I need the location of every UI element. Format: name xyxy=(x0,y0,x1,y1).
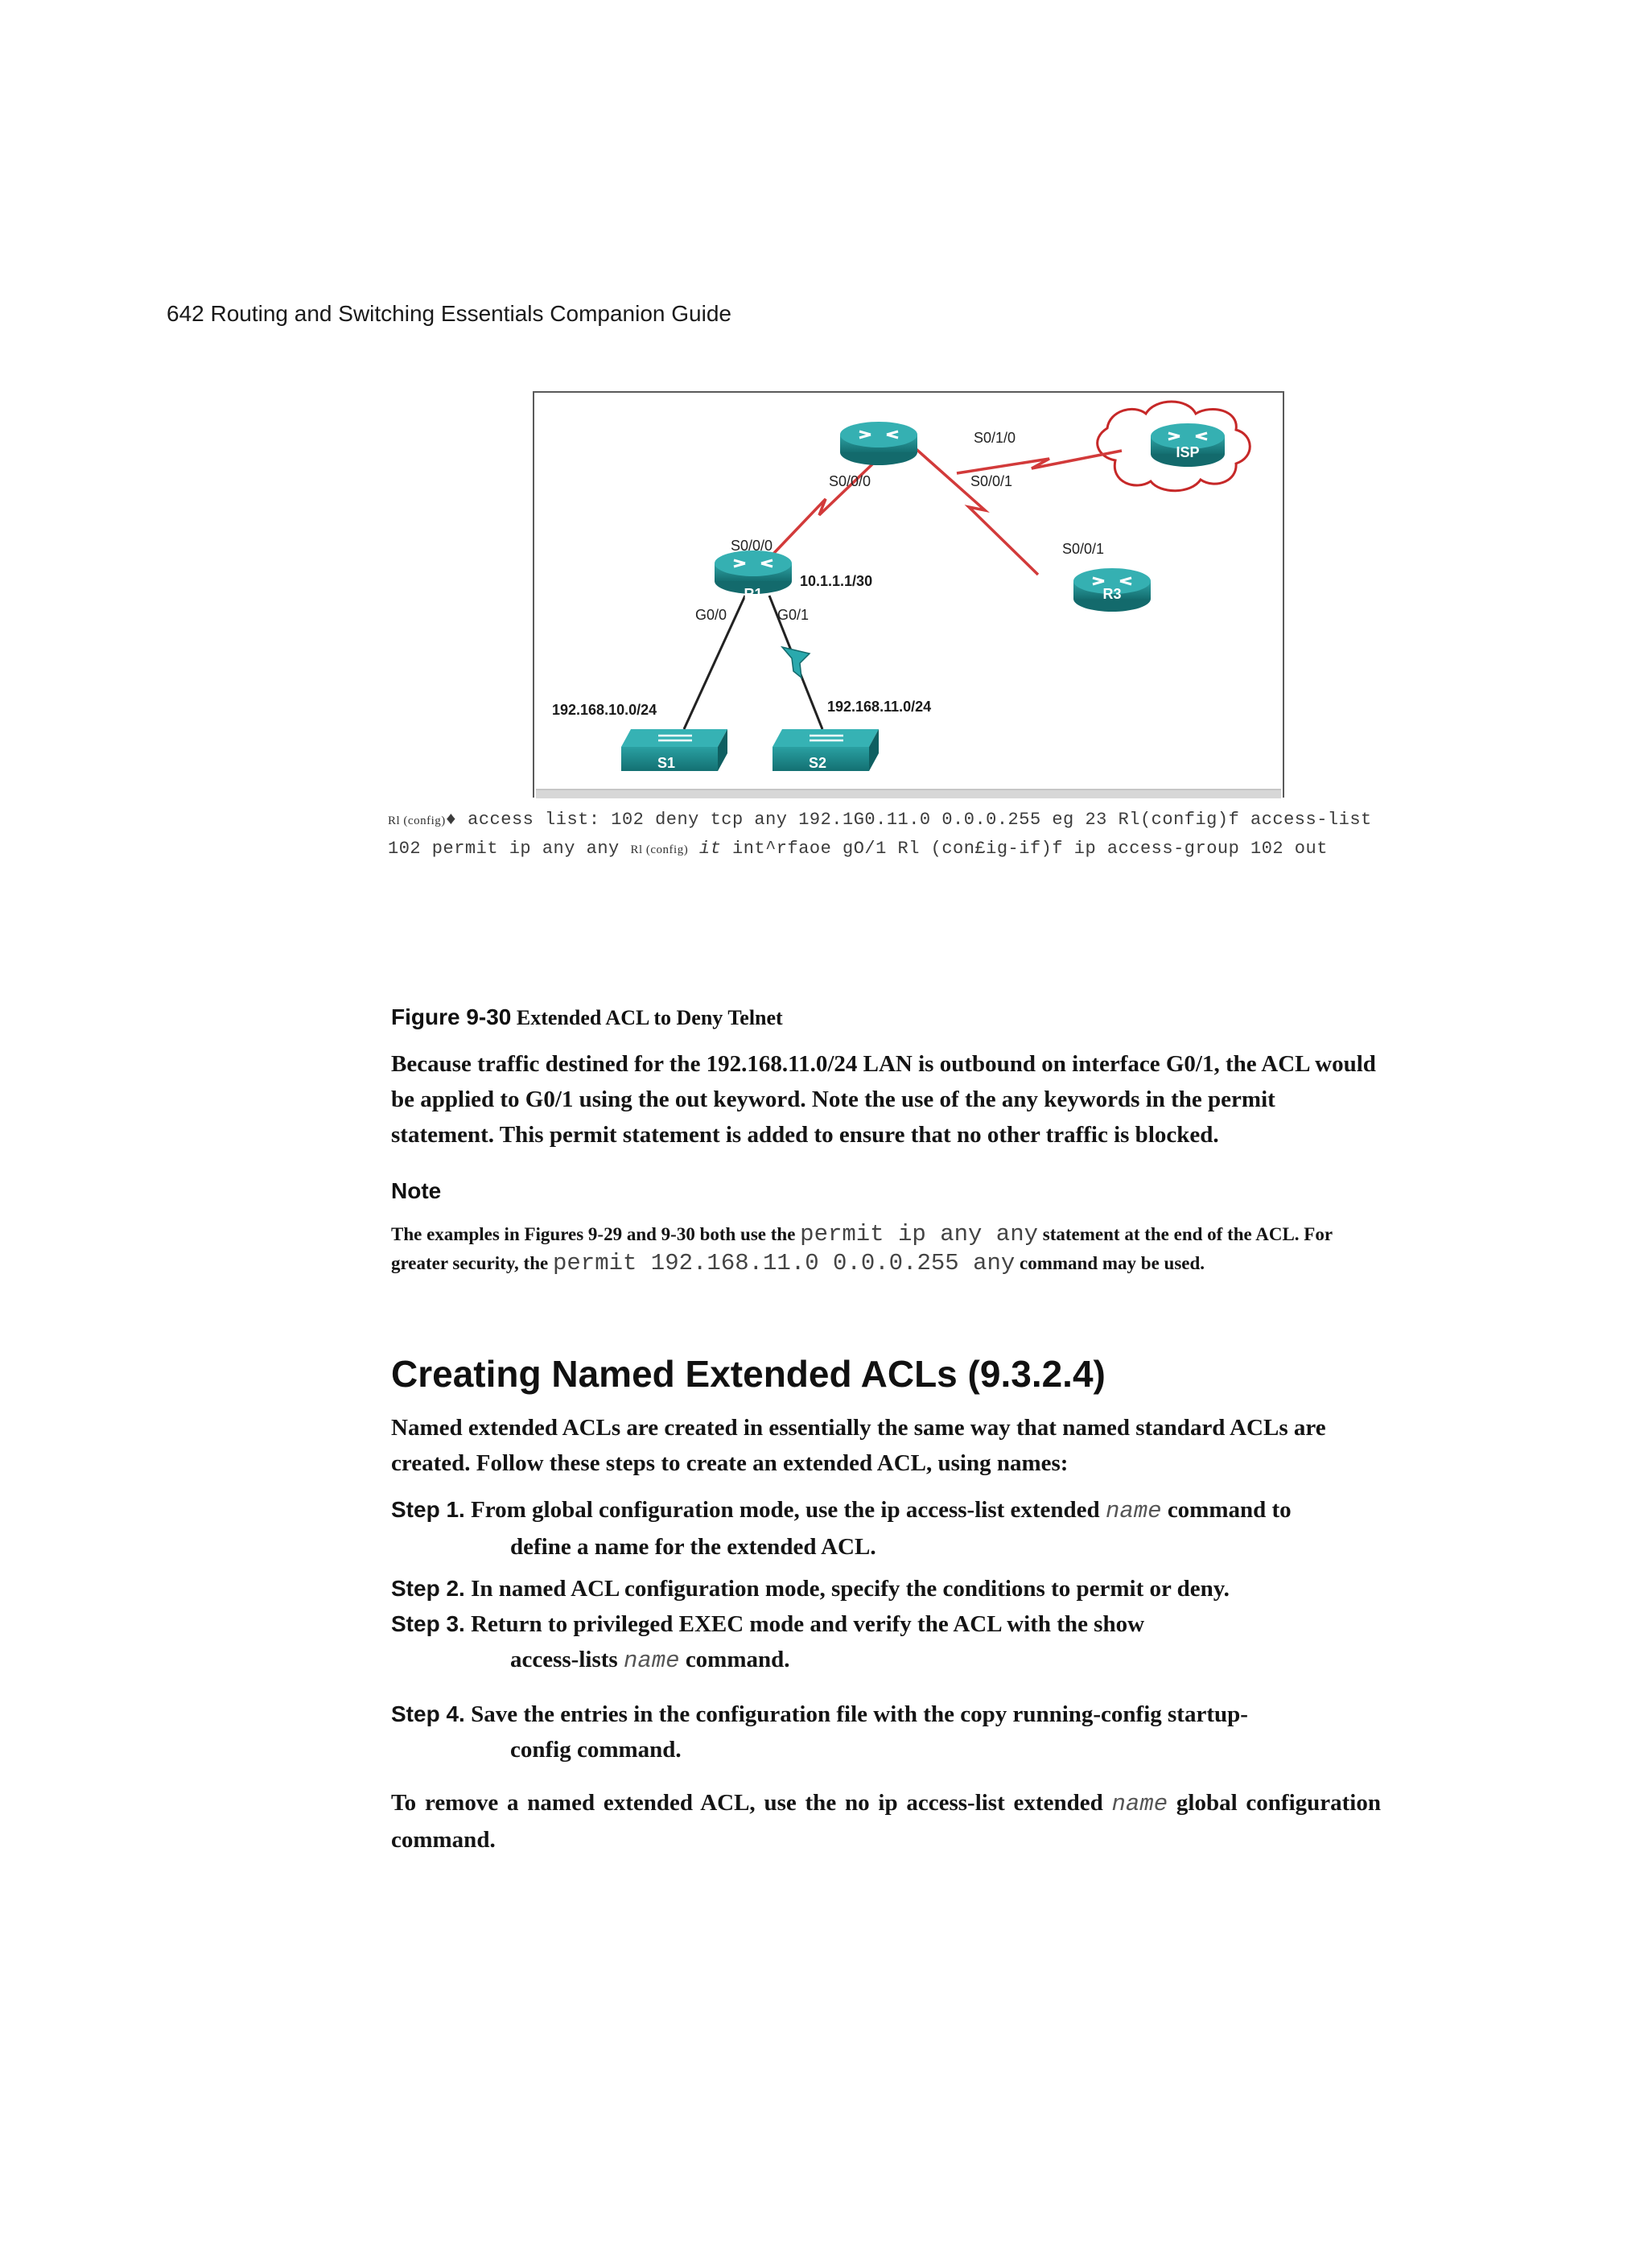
topology-figure xyxy=(533,391,1284,798)
figure-caption xyxy=(391,1004,783,1030)
code-permit-any: permit ip any any xyxy=(800,1221,1039,1247)
command-text: access list: 102 deny tcp any 192.1G0.11.0 0.0.0.255 eg 23 Rl(config)f access-list xyxy=(468,810,1372,830)
step-3 xyxy=(391,1606,1389,1679)
figure-bottom-bar xyxy=(536,789,1281,798)
figure-title: Extended ACL to Deny Telnet xyxy=(511,1006,783,1029)
command-fragment: it xyxy=(688,839,722,859)
section-title: Creating Named Extended ACLs (9.3.2.4) xyxy=(391,1353,1106,1395)
step-text: command to xyxy=(1161,1497,1292,1523)
code-permit-network: permit 192.168.11.0 0.0.0.255 any xyxy=(552,1250,1016,1276)
remove-paragraph xyxy=(391,1785,1381,1858)
label-r2-s010: S0/1/0 xyxy=(974,430,1016,446)
label-r2-s000: S0/0/0 xyxy=(829,473,871,489)
step-continuation: access-lists xyxy=(510,1647,624,1672)
label-lan-10: 192.168.10.0/24 xyxy=(552,702,657,718)
step-label: Step 2. xyxy=(391,1576,465,1601)
step-text: From global configuration mode, use the ip access-list extended xyxy=(464,1497,1106,1523)
label-r3-s001: S0/0/1 xyxy=(1062,541,1105,557)
note-text: The examples in Figures 9-29 and 9-30 both use the xyxy=(391,1224,801,1244)
note-heading: Note xyxy=(391,1178,442,1203)
label-s1: S1 xyxy=(657,755,676,771)
label-r1-address: 10.1.1.1/30 xyxy=(800,573,873,589)
label-r2-s001: S0/0/1 xyxy=(970,473,1013,489)
step-text: Return to privileged EXEC mode and verify the ACL with the show xyxy=(464,1611,1145,1637)
label-r1-s000: S0/0/0 xyxy=(731,538,773,554)
step-label: Step 3. xyxy=(391,1611,465,1636)
label-r1-g00: G0/0 xyxy=(695,607,727,623)
command-line-2 xyxy=(388,839,1418,859)
section-intro: Named extended ACLs are created in essentially the same way that named standard ACLs are created. Follow these steps to create an extended ACL, using names: xyxy=(391,1415,1326,1476)
name-placeholder: name xyxy=(623,1647,680,1674)
step-continuation: command. xyxy=(679,1647,790,1672)
step-2 xyxy=(391,1571,1389,1606)
bullet-glyph: ♦ xyxy=(445,810,468,830)
label-s2: S2 xyxy=(808,755,827,771)
step-continuation: config command. xyxy=(510,1737,682,1763)
label-r2: R2 xyxy=(869,468,888,485)
step-label: Step 1. xyxy=(391,1497,465,1522)
label-lan-11: 192.168.11.0/24 xyxy=(827,699,932,715)
body-paragraph: Because traffic destined for the 192.168.11.0/24 LAN is outbound on interface G0/1, the ACL would be applied to G0/1 using the out keyword. Note the use of the any keywords in the permit statement. This permit statement is added to ensure that no other traffic is blocked. xyxy=(391,1051,1376,1148)
note-paragraph xyxy=(391,1220,1389,1278)
serial-link-r2-isp xyxy=(957,451,1122,473)
note-text: command may be used. xyxy=(1015,1253,1205,1273)
figure-number: Figure 9-30 xyxy=(391,1004,512,1029)
step-continuation: define a name for the extended ACL. xyxy=(510,1534,876,1560)
topology-diagram xyxy=(534,393,1283,798)
step-4 xyxy=(391,1697,1389,1767)
step-label: Step 4. xyxy=(391,1701,465,1726)
step-text: In named ACL configuration mode, specify the conditions to permit or deny. xyxy=(464,1576,1230,1602)
remove-text: To remove a named extended ACL, use the no ip access-list extended xyxy=(391,1790,1112,1816)
serial-link-r2-r3 xyxy=(913,446,1038,575)
label-r1: R1 xyxy=(744,586,763,602)
acl-filter-icon xyxy=(782,647,810,678)
step-1 xyxy=(391,1492,1389,1565)
name-placeholder: name xyxy=(1111,1791,1168,1817)
command-text: int^rfaoe gO/1 Rl (con£ig-if)f ip access-group 102 out xyxy=(721,839,1328,859)
remove-text: global configuration command. xyxy=(391,1790,1381,1853)
command-line-1 xyxy=(388,810,1418,830)
prompt-small: Rl (config) xyxy=(630,843,689,856)
running-head: 642 Routing and Switching Essentials Companion Guide xyxy=(167,301,731,326)
router-r2-icon xyxy=(840,422,917,465)
note-text: statement at the end of the ACL. For greater security, the xyxy=(391,1224,1333,1273)
label-r3: R3 xyxy=(1102,586,1122,602)
label-r1-g01: G0/1 xyxy=(777,607,810,623)
name-placeholder: name xyxy=(1105,1498,1162,1524)
step-text: Save the entries in the configuration file with the copy running-config startup- xyxy=(464,1701,1248,1727)
label-isp: ISP xyxy=(1176,444,1200,460)
prompt-small: Rl (config) xyxy=(388,814,446,827)
command-text: 102 permit ip any any xyxy=(388,839,631,859)
